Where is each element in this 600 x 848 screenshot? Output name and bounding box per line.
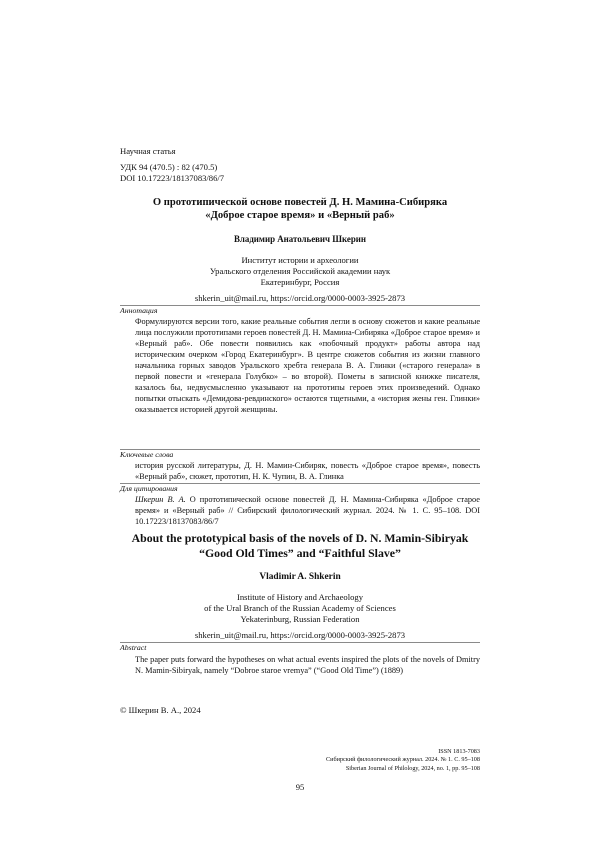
affiliation-en — [100, 592, 500, 626]
article-type: Научная статья — [120, 146, 176, 156]
udc-code: УДК 94 (470.5) : 82 (470.5) — [120, 162, 218, 172]
title-en — [90, 531, 510, 560]
citation-label-ru: Для цитирования — [120, 484, 178, 493]
title-ru — [100, 196, 500, 222]
contact-en[interactable]: shkerin_uit@mail.ru, https://orcid.org/0000-0003-3925-2873 — [194, 630, 406, 640]
affiliation-en-line3: Yekaterinburg, Russian Federation — [240, 614, 360, 625]
doi: DOI 10.17223/18137083/86/7 — [120, 173, 225, 183]
affiliation-en-line1: Institute of History and Archaeology — [236, 592, 363, 602]
affiliation-ru-line2: Уральского отделения Российской академии наук — [209, 266, 391, 277]
page-number: 95 — [295, 782, 305, 792]
journal-ru: Сибирский филологический журнал. 2024. № 1. С. 95–108 — [326, 756, 480, 764]
author-ru: Владимир Анатольевич Шкерин — [233, 234, 367, 244]
abstract-label-en: Abstract — [120, 643, 147, 652]
journal-en: Siberian Journal of Philology, 2024, no. 1, pp. 95–108 — [345, 764, 480, 772]
journal-info — [326, 748, 480, 773]
title-ru-line1: О прототипической основе повестей Д. Н. Мамина-Сибиряка — [152, 197, 448, 208]
abstract-text-ru: Формулируются версии того, какие реальные события легли в основу сюжетов и какие реальные лица послужили прототипами героев повестей Д. Н. Мамина-Сибиряка «Доброе старое время» и «Верный раб». Обе повести появились как «побочный продукт» работы автора над историческим очерком «Город Екатеринбург». В центре сюжетов события из жизни главного начальника горных заводов Уральского хребта генерала В. А. Глинки («старого генерала» в первой повести и «генерала Голубко» – во второй). Пометы в записной книжке писателя, казалось бы, недвусмысленно указывают на прототипы героев этих произведений. Однако попытки отыскать «Демидова-ревдинского» остаются тщетными, а «история жены ген. Глинки» оказывается историей другой женщины. — [135, 317, 480, 415]
affiliation-ru-line3: Екатеринбург, Россия — [260, 277, 340, 288]
abstract-text-en: The paper puts forward the hypotheses on what actual events inspired the plots of the novels of Dmitry N. Mamin-Sibiryak, namely “Dobroe staroe vremya” (“Good Old Time”) (1889) — [135, 655, 480, 676]
copyright: © Шкерин В. А., 2024 — [120, 705, 201, 715]
affiliation-ru-line1: Институт истории и археологии — [241, 255, 359, 265]
divider — [120, 305, 480, 306]
keywords-label-ru: Ключевые слова — [120, 450, 174, 459]
issn: ISSN 1813-7083 — [438, 748, 480, 755]
title-ru-line2: «Доброе старое время» и «Верный раб» — [205, 210, 395, 221]
contact-ru[interactable]: shkerin_uit@mail.ru, https://orcid.org/0000-0003-3925-2873 — [194, 293, 406, 303]
divider — [120, 449, 480, 450]
citation-author: Шкерин В. А. — [135, 495, 186, 504]
affiliation-en-line2: of the Ural Branch of the Russian Academy of Sciences — [204, 603, 396, 614]
abstract-label-ru: Аннотация — [120, 306, 158, 315]
keywords-text-ru: история русской литературы, Д. Н. Мамин-Сибиряк, повесть «Доброе старое время», повесть «Верный раб», сюжет, прототип, Н. К. Чупин, В. А. Глинка — [135, 461, 480, 482]
affiliation-ru — [100, 255, 500, 289]
citation-text-ru — [135, 494, 480, 527]
citation-body: О прототипической основе повестей Д. Н. Мамина-Сибиряка «Доброе старое время» и «Верный раб» // Сибирский филологический журнал. 2024. № 1. С. 95–108. DOI 10.17223/18137083/86/7 — [135, 495, 480, 527]
title-en-line1: About the prototypical basis of the novels of D. N. Mamin-Sibiryak — [131, 531, 469, 545]
author-en: Vladimir A. Shkerin — [259, 572, 341, 582]
title-en-line2: “Good Old Times” and “Faithful Slave” — [199, 545, 401, 560]
divider — [120, 642, 480, 643]
